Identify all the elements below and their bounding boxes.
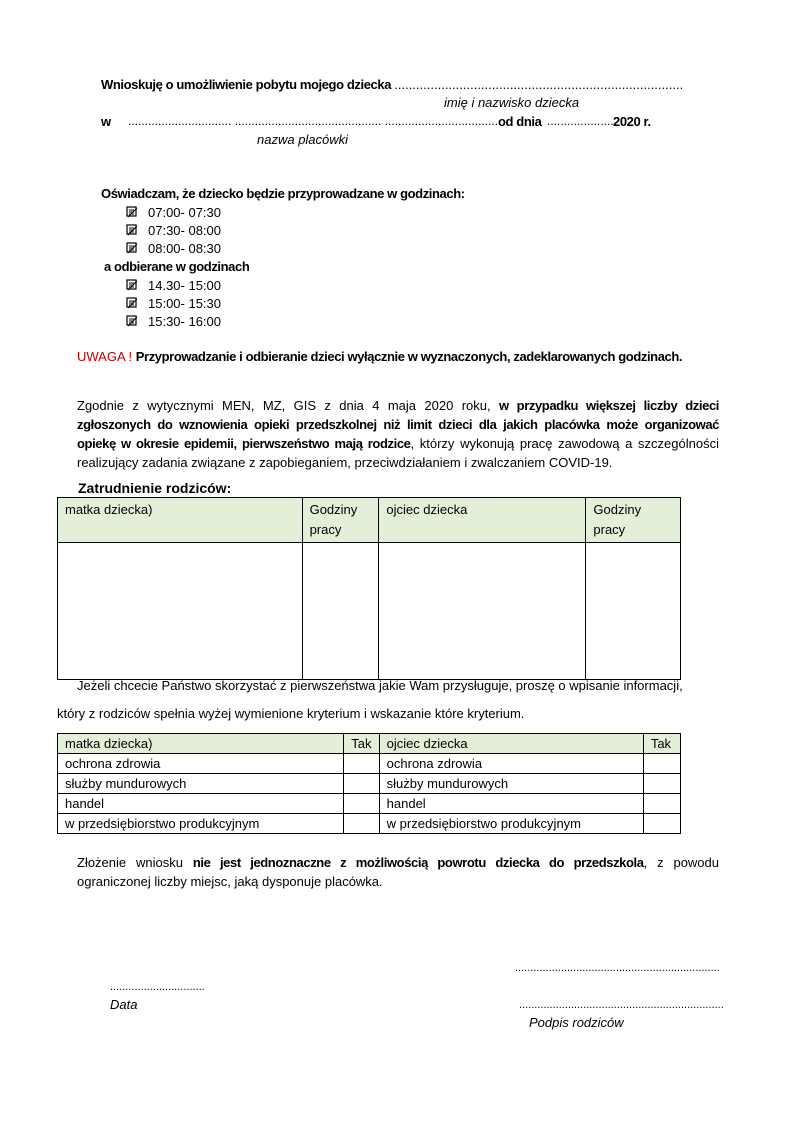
dropoff-time: 07:30- 08:00 [148, 222, 222, 238]
warning-label: UWAGA ! [77, 349, 133, 364]
checkbox-icon[interactable] [126, 297, 138, 309]
request-text: Wnioskuję o umożliwienie pobytu mojego dziecka [101, 77, 392, 92]
priority-note-line1: Jeżeli chcecie Państwo skorzystać z pierwszeństwa jakie Wam przysługuje, proszę o wpisanie informacji, [77, 678, 683, 693]
year-label: 2020 r. [613, 114, 651, 129]
date-from-label: od dnia [498, 114, 542, 129]
pickup-option[interactable] [126, 294, 221, 312]
dropoff-title: Oświadczam, że dziecko będzie przyprowadzane w godzinach: [101, 186, 465, 201]
criteria-row [58, 794, 681, 814]
father-employment-cell[interactable] [379, 543, 586, 680]
pickup-option[interactable] [126, 276, 221, 294]
checkbox-icon[interactable] [126, 206, 138, 218]
criteria-header-yes-mother: Tak [344, 734, 379, 754]
pickup-list [126, 276, 221, 330]
disclaimer-part1: Złożenie wniosku [77, 855, 193, 870]
criteria-mother-yes[interactable] [344, 774, 379, 794]
disclaimer-part3: , z powodu ograniczonej liczby miejsc, jaką dysponuje placówka. [77, 855, 719, 889]
criteria-header-father: ojciec dziecka [379, 734, 643, 754]
checkbox-icon[interactable] [126, 315, 138, 327]
employment-table [57, 497, 681, 680]
criteria-mother: handel [58, 794, 344, 814]
header-hours-father: Godziny pracy [586, 498, 681, 543]
date-label: Data [110, 997, 138, 1012]
header-father: ojciec dziecka [379, 498, 586, 543]
mother-employment-cell[interactable] [58, 543, 303, 680]
guidelines-part1: Zgodnie z wytycznymi MEN, MZ, GIS z dnia 4 maja 2020 roku, [77, 398, 499, 413]
guidelines-bold: w przypadku większej liczby dzieci zgłoszonych do wznowienia opieki przedszkolnej niż limit dzieci dla jakich placówka może organizować opiekę w okresie epidemii, pierwszeństwo mają rodzice [77, 398, 719, 451]
criteria-father: służby mundurowych [379, 774, 643, 794]
criteria-mother: ochrona zdrowia [58, 754, 344, 774]
guidelines-paragraph [77, 396, 719, 472]
father-hours-cell[interactable] [586, 543, 681, 680]
dropoff-option[interactable] [126, 203, 221, 221]
criteria-header-row [58, 734, 681, 754]
priority-note-line2: który z rodziców spełnia wyżej wymienione kryterium i wskazanie które kryterium. [57, 706, 525, 721]
criteria-father-yes[interactable] [643, 754, 680, 774]
employment-title: Zatrudnienie rodziców: [78, 480, 232, 496]
checkbox-icon[interactable] [126, 279, 138, 291]
criteria-row [58, 774, 681, 794]
criteria-table [57, 733, 681, 834]
employment-input-row [58, 543, 681, 680]
criteria-row [58, 814, 681, 834]
facility-hint: nazwa placówki [257, 132, 349, 147]
criteria-father: ochrona zdrowia [379, 754, 643, 774]
criteria-mother: służby mundurowych [58, 774, 344, 794]
criteria-father-yes[interactable] [643, 774, 680, 794]
warning-line [77, 349, 682, 364]
criteria-mother-yes[interactable] [344, 794, 379, 814]
child-name-dots[interactable]: ................................................................................ [394, 77, 684, 92]
criteria-mother-yes[interactable] [344, 814, 379, 834]
header-mother: matka dziecka) [58, 498, 303, 543]
disclaimer-paragraph [77, 853, 719, 891]
criteria-mother-yes[interactable] [344, 754, 379, 774]
header-hours-mother: Godziny pracy [302, 498, 379, 543]
criteria-header-mother: matka dziecka) [58, 734, 344, 754]
criteria-father: w przedsiębiorstwo produkcyjnym [379, 814, 643, 834]
child-name-hint: imię i nazwisko dziecka [444, 95, 580, 110]
criteria-mother: w przedsiębiorstwo produkcyjnym [58, 814, 344, 834]
dropoff-option[interactable] [126, 239, 221, 257]
pickup-option[interactable] [126, 312, 221, 330]
checkbox-icon[interactable] [126, 224, 138, 236]
pickup-title: a odbierane w godzinach [104, 259, 250, 274]
employment-header-row [58, 498, 681, 543]
signature-dots-1[interactable]: ................................................................... [515, 962, 720, 974]
warning-text: Przyprowadzanie i odbieranie dzieci wyłącznie w wyznaczonych, zadeklarowanych godzinach. [135, 349, 683, 364]
dropoff-time: 08:00- 08:30 [148, 240, 222, 256]
pickup-time: 15:00- 15:30 [148, 295, 222, 311]
dropoff-time: 07:00- 07:30 [148, 204, 222, 220]
dropoff-option[interactable] [126, 221, 221, 239]
criteria-father: handel [379, 794, 643, 814]
request-prefix-w: w [101, 114, 112, 129]
guidelines-part3: , którzy wykonują pracę zawodową a szczególności realizujący zadania związane z zapobieganiem, przeciwdziałaniem i zwalczaniem COVID-19. [77, 436, 719, 470]
signature-dots-2[interactable]: ................................................................... [519, 999, 724, 1011]
facility-name-dots[interactable]: ............................... ............................................ .................................. [128, 114, 499, 128]
dropoff-list [126, 203, 221, 257]
request-line1 [101, 77, 683, 92]
date-from-dots[interactable]: ..................... [547, 114, 618, 128]
criteria-header-yes-father: Tak [643, 734, 680, 754]
disclaimer-bold: nie jest jednoznaczne z możliwością powrotu dziecka do przedszkola [192, 855, 644, 870]
criteria-row [58, 754, 681, 774]
pickup-time: 14.30- 15:00 [148, 277, 222, 293]
mother-hours-cell[interactable] [302, 543, 379, 680]
checkbox-icon[interactable] [126, 242, 138, 254]
date-dots[interactable]: ............................... [110, 981, 205, 993]
pickup-time: 15:30- 16:00 [148, 313, 222, 329]
criteria-father-yes[interactable] [643, 814, 680, 834]
criteria-father-yes[interactable] [643, 794, 680, 814]
signature-label: Podpis rodziców [529, 1015, 624, 1030]
